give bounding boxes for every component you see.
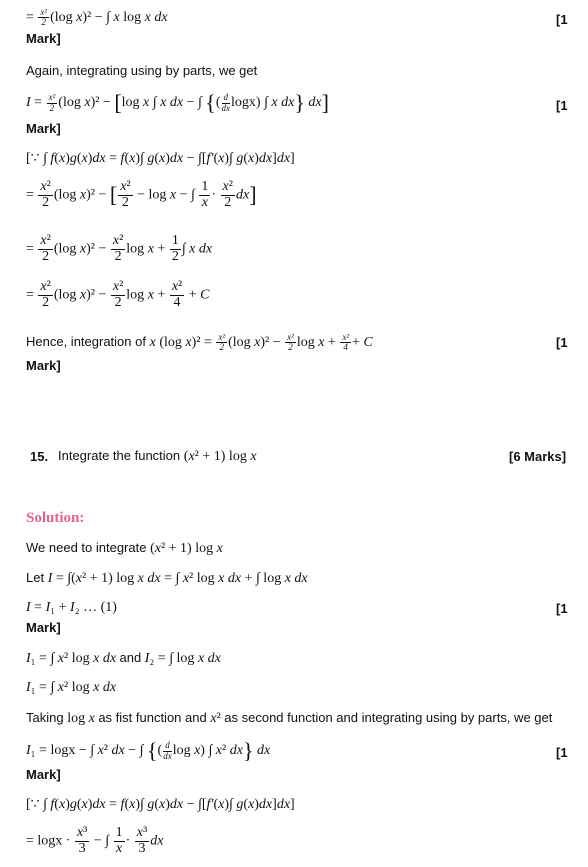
equation-line: I = $\frac{\text{x²}}{2}$ (log x)² − [log x ∫ x dx − ∫ {( $\frac{d}{dx}$ logx) ∫ x dx} dx] bbox=[26, 90, 329, 115]
equation-line: = logx · $\frac{\text{x³}}{3}$ − ∫ $\frac{1}{x}$ · $\frac{\text{x³}}{3}$ dx bbox=[26, 825, 164, 856]
mark-open: [1 bbox=[556, 745, 568, 760]
formula-line: [∵ ∫ f(x)g(x)dx = f(x)∫ g(x)dx − ∫[f′(x)∫ g(x)dx]dx] bbox=[26, 151, 295, 166]
let-text: Let bbox=[26, 570, 45, 585]
mark-word: Mark] bbox=[26, 31, 61, 46]
question-number: 15. bbox=[30, 449, 49, 464]
taking-text-3: as second function and integrating using by parts, we get bbox=[224, 710, 553, 725]
solution-heading: Solution: bbox=[26, 510, 85, 526]
body-text: Taking log x as fist function and x² as second function and integrating using by parts, we get bbox=[26, 710, 553, 726]
need-text: We need to integrate bbox=[26, 540, 147, 555]
taking-text-1: Taking bbox=[26, 710, 64, 725]
mark-open: [1 bbox=[556, 335, 568, 350]
taking-text-2: as fist function and bbox=[98, 710, 207, 725]
formula-line: [∵ ∫ f(x)g(x)dx = f(x)∫ g(x)dx − ∫[f′(x)∫ g(x)dx]dx] bbox=[26, 797, 295, 812]
equation-line: = $\frac{\text{x²}}{2}$ (log x)² − ∫ x log x dx bbox=[26, 7, 168, 28]
equation-line: = $\frac{\text{x²}}{2}$ (log x)² − [ $\frac{\text{x²}}{2}$ − log x − ∫ $\frac{1}{x}$ · $\frac{\text{x²}}{2}$ dx] bbox=[26, 179, 257, 210]
equation-line: = $\frac{\text{x²}}{2}$ (log x)² − $\frac{\text{x²}}{2}$ log x + $\frac{1}{2}$ ∫ x dx bbox=[26, 233, 213, 264]
body-text: Again, integrating using by parts, we get bbox=[26, 63, 258, 78]
mark-word: Mark] bbox=[26, 767, 61, 782]
mark-word: Mark] bbox=[26, 121, 61, 136]
question-label: Integrate the function bbox=[58, 448, 181, 463]
body-text: We need to integrate (x² + 1) log x bbox=[26, 540, 223, 556]
equation-line: = $\frac{\text{x²}}{2}$ (log x)² − $\frac{\text{x²}}{2}$ log x + $\frac{\text{x²}}{4}$ + C bbox=[26, 279, 210, 310]
equation-line: I₁ = ∫ x² log x dx and I₂ = ∫ log x dx bbox=[26, 650, 221, 666]
marks-total: [6 Marks] bbox=[509, 449, 567, 464]
conclusion-line: Hence, integration of x (log x)² = $\frac{\text{x²}}{2}$ (log x)² − $\frac{\text{x²}}{2}$ log x + $\frac{\text{x²}}{4}$ + C bbox=[26, 332, 373, 353]
equation-line: I = I₁ + I₂ … (1) bbox=[26, 600, 117, 615]
mark-open: [1 bbox=[556, 12, 568, 27]
equation-line: I₁ = ∫ x² log x dx bbox=[26, 680, 117, 695]
question-text: Integrate the function (x² + 1) log x bbox=[58, 448, 257, 464]
hence-text: Hence, integration of bbox=[26, 334, 146, 350]
mark-open: [1 bbox=[556, 98, 568, 113]
mark-word: Mark] bbox=[26, 358, 61, 373]
mark-word: Mark] bbox=[26, 620, 61, 635]
body-text: Let I = ∫(x² + 1) log x dx = ∫ x² log x dx + ∫ log x dx bbox=[26, 570, 308, 586]
and-text: and bbox=[119, 650, 142, 665]
equation-line: I₁ = logx − ∫ x² dx − ∫ {( $\frac{d}{dx}$ log x) ∫ x² dx} dx bbox=[26, 738, 271, 763]
mark-open: [1 bbox=[556, 601, 568, 616]
